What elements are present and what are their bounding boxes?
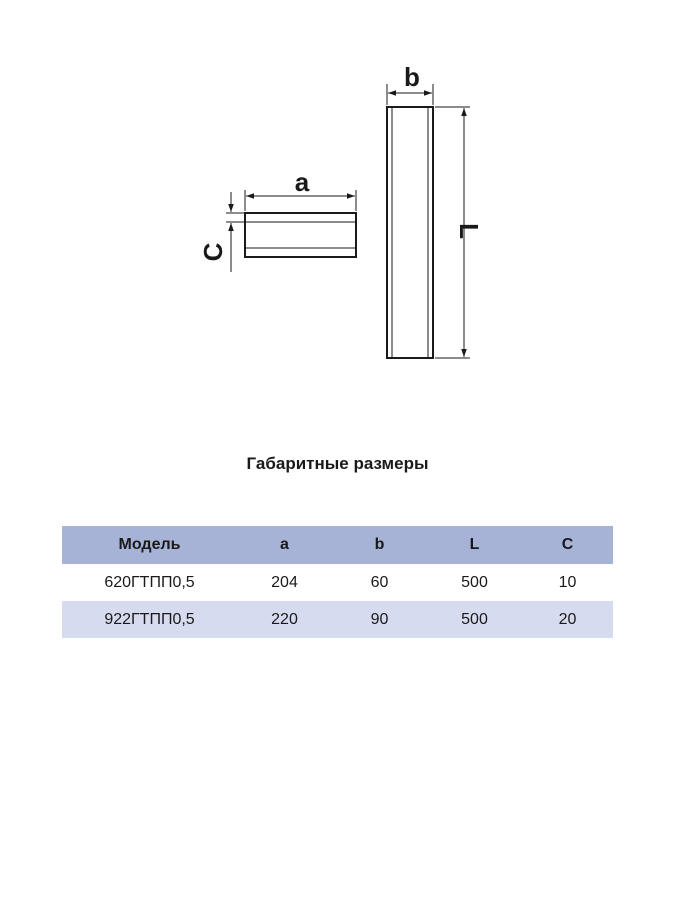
dimension-c-label: C <box>198 242 228 262</box>
cell-c: 20 <box>522 601 613 638</box>
cell-a: 204 <box>271 573 298 591</box>
duct-side-view <box>387 107 433 358</box>
dimension-l-label: L <box>454 223 484 239</box>
table-row <box>62 564 613 601</box>
duct-dimension-drawing <box>0 0 675 420</box>
cell-l: 500 <box>427 601 522 638</box>
header-l: L <box>427 526 522 564</box>
dimension-c <box>226 192 244 272</box>
cell-c: 10 <box>558 573 577 591</box>
cell-b: 60 <box>370 573 389 591</box>
header-a: a <box>237 526 332 564</box>
cell-l: 500 <box>461 573 488 591</box>
dimension-b-label: b <box>404 62 420 92</box>
table-row <box>62 601 613 638</box>
dimensions-title: Габаритные размеры <box>246 454 429 473</box>
cell-a: 220 <box>237 601 332 638</box>
cell-model: 620ГТПП0,5 <box>104 573 195 591</box>
cell-model: 922ГТПП0,5 <box>62 601 237 638</box>
header-model: Модель <box>62 526 237 564</box>
header-c: C <box>522 526 613 564</box>
table-header-row <box>62 526 613 564</box>
cell-b: 90 <box>332 601 427 638</box>
header-b: b <box>332 526 427 564</box>
duct-cross-section <box>245 213 356 257</box>
dimensions-table <box>62 526 613 638</box>
dimension-a-label: a <box>294 167 310 197</box>
